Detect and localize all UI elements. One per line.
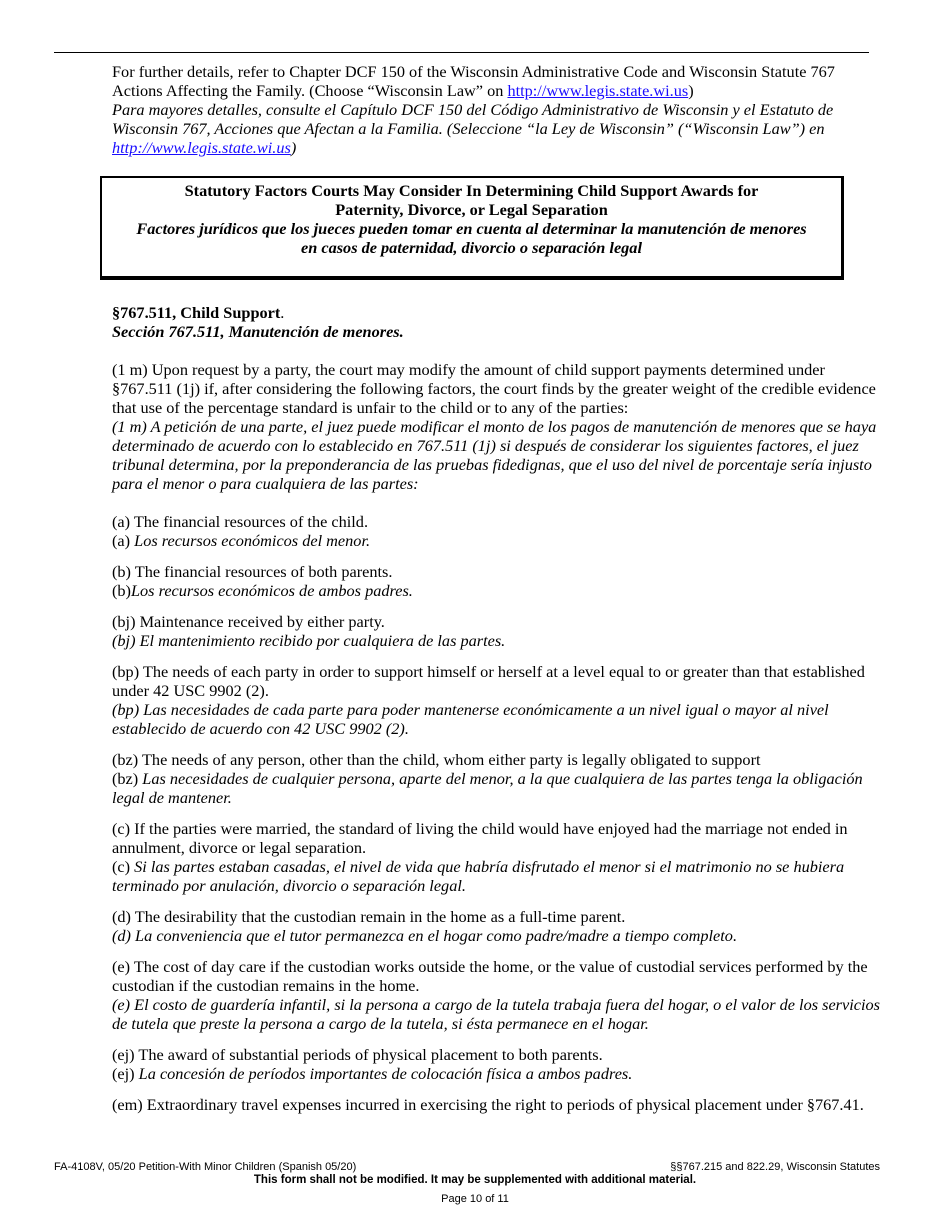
factor-english: (em) Extraordinary travel expenses incurred in exercising the right to periods of physical placement under §767.41. xyxy=(112,1095,864,1114)
intro-spanish-text: Para mayores detalles, consulte el Capítulo DCF 150 del Código Administrativo de Wisconsin y el Estatuto de Wisconsin 767, Acciones que Afectan a la Familia. (Seleccione “la Ley de Wisconsin” (“Wisconsin Law”) en xyxy=(112,100,834,138)
factor-spanish xyxy=(112,1064,882,1083)
paragraph-1m-en: (1 m) Upon request by a party, the court may modify the amount of child support payments determined under §767.511 (1j) if, after considering the following factors, the court finds by the greater weight of the credible evidence that use of the percentage standard is unfair to the child or to any of the parties: xyxy=(112,360,876,417)
section-heading-en-punct: . xyxy=(280,303,285,322)
factor-english: (b) The financial resources of both parents. xyxy=(112,562,393,581)
header-rule xyxy=(54,52,869,53)
factor-spanish-text: Los recursos económicos del menor. xyxy=(134,531,371,550)
factor-spanish-text: (bp) Las necesidades de cada parte para poder mantenerse económicamente a un nivel igual o mayor al nivel establecido de acuerdo con 42 USC 9902 (2). xyxy=(112,700,829,738)
factor-spanish-text: Los recursos económicos de ambos padres. xyxy=(130,581,413,600)
box-title-en-2: Paternity, Divorce, or Legal Separation xyxy=(335,200,608,219)
factor-english: (bp) The needs of each party in order to support himself or herself at a level equal to or greater than that established under 42 USC 9902 (2). xyxy=(112,662,865,700)
factor-item xyxy=(112,612,882,650)
footer-page-number: Page 10 of 11 xyxy=(441,1193,509,1205)
factor-english: (ej) The award of substantial periods of physical placement to both parents. xyxy=(112,1045,603,1064)
factor-spanish-text: Las necesidades de cualquier persona, aparte del menor, a la que cualquiera de las partes tenga la obligación legal de mantener. xyxy=(112,769,863,807)
intro-english-close: ) xyxy=(688,81,694,100)
factor-spanish-text: (d) La conveniencia que el tutor permanezca en el hogar como padre/madre a tiempo completo. xyxy=(112,926,738,945)
factor-spanish xyxy=(112,631,882,650)
section-heading-es-text: Sección 767.511, Manutención de menores. xyxy=(112,322,404,341)
factor-spanish-text: (bj) El mantenimiento recibido por cualquiera de las partes. xyxy=(112,631,506,650)
factor-spanish-prefix: (c) xyxy=(112,857,135,876)
factor-spanish xyxy=(112,857,882,895)
footer-statutes: §§767.215 and 822.29, Wisconsin Statutes xyxy=(670,1161,880,1173)
intro-english xyxy=(112,62,882,100)
factor-item xyxy=(112,662,882,738)
factor-item xyxy=(112,819,882,895)
section-heading-en-text: §767.511, Child Support xyxy=(112,303,281,322)
intro-block xyxy=(112,62,882,157)
factor-english: (bj) Maintenance received by either party. xyxy=(112,612,385,631)
box-title-en-1: Statutory Factors Courts May Consider In Determining Child Support Awards for xyxy=(184,181,759,200)
factor-spanish-prefix: (ej) xyxy=(112,1064,139,1083)
factor-item xyxy=(112,562,882,600)
intro-english-text: For further details, refer to Chapter DCF 150 of the Wisconsin Administrative Code and Wisconsin Statute 767 Actions Affecting the Family. (Choose “Wisconsin Law” on xyxy=(112,62,835,100)
intro-spanish-close: ) xyxy=(290,138,297,157)
box-title-es-1: Factores jurídicos que los jueces pueden tomar en cuenta al determinar la manutención de menores xyxy=(136,219,807,238)
paragraph-1m-es: (1 m) A petición de una parte, el juez puede modificar el monto de los pagos de manutención de menores que se haya determinado de acuerdo con lo establecido en 767.511 (1j) si después de considerar los siguientes factores, el juez tribunal determina, por la preponderancia de las pruebas fidedignas, que el uso del nivel de porcentaje sería injusto para el menor o para cualquiera de las partes: xyxy=(112,417,877,493)
factor-item xyxy=(112,1045,882,1083)
factor-spanish xyxy=(112,700,882,738)
factor-item xyxy=(112,957,882,1033)
factors-list xyxy=(112,512,882,1114)
factor-english: (d) The desirability that the custodian remain in the home as a full-time parent. xyxy=(112,907,626,926)
factor-spanish xyxy=(112,581,882,600)
footer-notice: This form shall not be modified. It may be supplemented with additional material. xyxy=(253,1174,697,1186)
factor-spanish-prefix: (a) xyxy=(112,531,135,550)
factor-spanish xyxy=(112,995,882,1033)
factor-english: (bz) The needs of any person, other than the child, whom either party is legally obligated to support xyxy=(112,750,761,769)
factor-spanish-prefix: (b) xyxy=(112,581,131,600)
factor-english: (a) The financial resources of the child. xyxy=(112,512,369,531)
factor-spanish-text: (e) El costo de guardería infantil, si la persona a cargo de la tutela trabaja fuera del hogar, o el valor de los servicios de tutela que preste la persona a cargo de la tutela, si ésta permanece en el hogar. xyxy=(112,995,880,1033)
section-heading-en xyxy=(112,303,882,322)
intro-spanish xyxy=(112,100,882,157)
legis-link-spanish[interactable]: http://www.legis.state.wi.us xyxy=(112,138,291,157)
legis-link-english[interactable]: http://www.legis.state.wi.us xyxy=(507,81,689,100)
factor-spanish-text: La concesión de períodos importantes de colocación física a ambos padres. xyxy=(138,1064,633,1083)
factor-item xyxy=(112,907,882,945)
section-body xyxy=(112,303,882,1114)
factor-english: (e) The cost of day care if the custodian works outside the home, or the value of custodial services performed by the custodian if the custodian remains in the home. xyxy=(112,957,868,995)
factor-spanish-text: Si las partes estaban casadas, el nivel de vida que habría disfrutado el menor si el matrimonio no se hubiera terminado por anulación, divorcio o separación legal. xyxy=(112,857,845,895)
box-title-es-2: en casos de paternidad, divorcio o separación legal xyxy=(301,238,642,257)
factor-item xyxy=(112,1095,882,1114)
statutory-factors-box xyxy=(100,176,844,280)
factor-item xyxy=(112,512,882,550)
factor-spanish xyxy=(112,926,882,945)
section-heading-es xyxy=(112,322,882,341)
factor-english: (c) If the parties were married, the standard of living the child would have enjoyed had the marriage not ended in annulment, divorce or legal separation. xyxy=(112,819,848,857)
factor-spanish-prefix: (bz) xyxy=(112,769,143,788)
factor-item xyxy=(112,750,882,807)
factor-spanish xyxy=(112,769,882,807)
factor-spanish xyxy=(112,531,882,550)
footer-form-id: FA-4108V, 05/20 Petition-With Minor Children (Spanish 05/20) xyxy=(54,1161,357,1173)
